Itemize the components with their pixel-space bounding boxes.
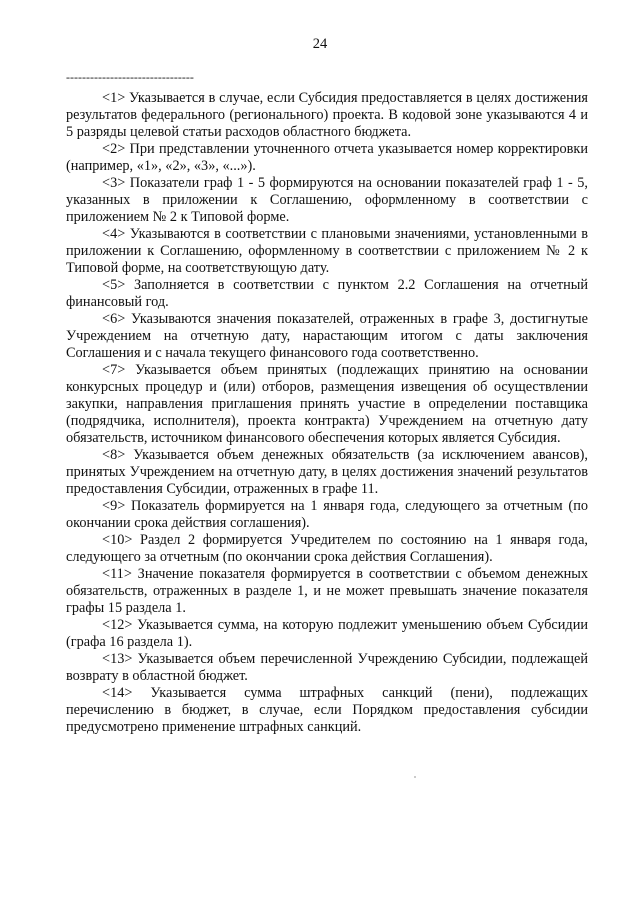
scan-speck <box>414 776 416 778</box>
footnote-7: <7> Указывается объем принятых (подлежащих принятию на основании конкурсных процедур и (или) отборов, размещения извещения об осуществлении закупки, направления приглашения принять участие в определении поставщика (подрядчика, исполнителя), проекта контракта) Учреждением на отчетную дату обязательств, источником финансового обеспечения которых является Субсидия. <box>66 362 588 446</box>
page-number: 24 <box>312 36 328 52</box>
footnote-1: <1> Указывается в случае, если Субсидия предоставляется в целях достижения результатов федерального (регионального) проекта. В кодовой зоне указываются 4 и 5 разряды целевой статьи расходов областного бюджета. <box>66 90 588 140</box>
footnote-12: <12> Указывается сумма, на которую подлежит уменьшению объем Субсидии (графа 16 раздела 1). <box>66 617 588 650</box>
footnote-6: <6> Указываются значения показателей, отраженных в графе 3, достигнутые Учреждением на отчетную дату, нарастающим итогом с даты заключения Соглашения и с начала текущего финансового года соответственно. <box>66 311 588 361</box>
footnote-8: <8> Указывается объем денежных обязательств (за исключением авансов), принятых Учреждением на отчетную дату, в целях достижения значений результатов предоставления Субсидии, отраженных в графе 11. <box>66 447 588 497</box>
footnote-10: <10> Раздел 2 формируется Учредителем по состоянию на 1 января года, следующего за отчетным (по окончании срока действия Соглашения). <box>66 532 588 565</box>
footnote-5: <5> Заполняется в соответствии с пунктом 2.2 Соглашения на отчетный финансовый год. <box>66 277 588 310</box>
footnote-13: <13> Указывается объем перечисленной Учреждению Субсидии, подлежащей возврату в областной бюджет. <box>66 651 588 684</box>
footnote-separator: -------------------------------- <box>66 70 194 84</box>
footnotes-list <box>66 90 588 736</box>
footnote-4: <4> Указываются в соответствии с плановыми значениями, установленными в приложении к Соглашению, оформленному в соответствии с приложением № 2 к Типовой форме, на соответствующую дату. <box>66 226 588 276</box>
footnote-11: <11> Значение показателя формируется в соответствии с объемом денежных обязательств, отраженных в разделе 1, и не может превышать значение показателя графы 15 раздела 1. <box>66 566 588 616</box>
footnote-9: <9> Показатель формируется на 1 января года, следующего за отчетным (по окончании срока действия соглашения). <box>66 498 588 531</box>
footnote-2: <2> При представлении уточненного отчета указывается номер корректировки (например, «1», «2», «3», «...»). <box>66 141 588 174</box>
footnote-3: <3> Показатели граф 1 - 5 формируются на основании показателей граф 1 - 5, указанных в приложении к Соглашению, оформленному в соответствии с приложением № 2 к Типовой форме. <box>66 175 588 225</box>
footnote-14: <14> Указывается сумма штрафных санкций (пени), подлежащих перечислению в бюджет, в случае, если Порядком предоставления субсидии предусмотрено применение штрафных санкций. <box>66 685 588 735</box>
